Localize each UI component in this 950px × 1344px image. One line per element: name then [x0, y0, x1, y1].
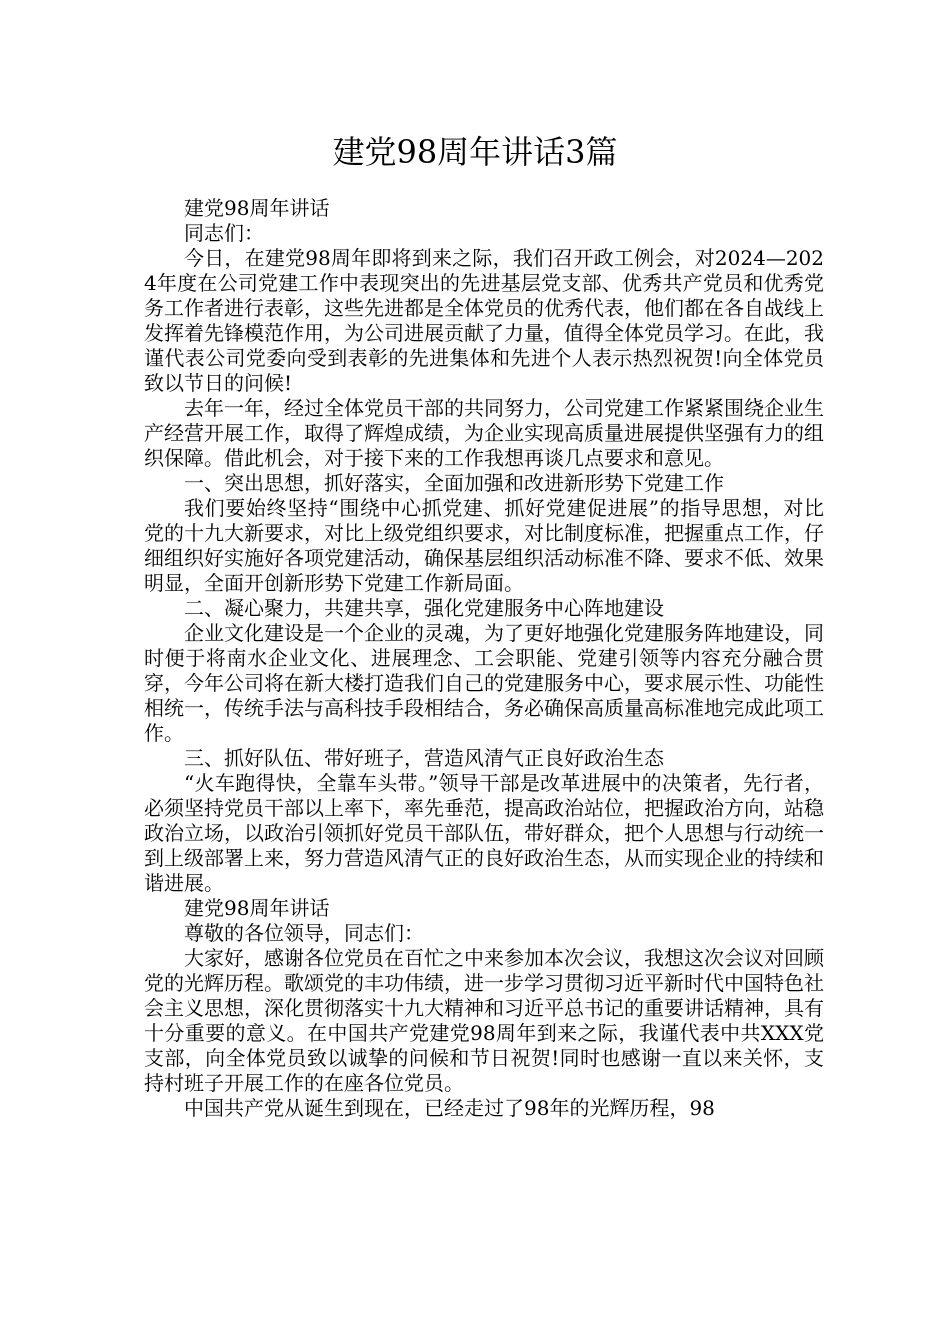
- section-heading-1: 一、突出思想，抓好落实，全面加强和改进新形势下党建工作: [184, 471, 724, 495]
- document-title: 建党98周年讲话3篇: [332, 133, 618, 171]
- salutation-1: 同志们：: [184, 221, 264, 245]
- salutation-2: 尊敬的各位领导，同志们：: [184, 921, 424, 945]
- body-paragraph: 中国共产党从诞生到现在，已经走过了98年的光辉历程，98: [184, 1096, 715, 1120]
- document-body: [144, 196, 824, 1121]
- speech-heading-1: 建党98周年讲话: [184, 196, 330, 220]
- section-heading-2: 二、凝心聚力，共建共享，强化党建服务中心阵地建设: [184, 596, 664, 620]
- body-paragraph: 企业文化建设是一个企业的灵魂，为了更好地强化党建服务阵地建设，同时便于将南水企业文化、进展理念、工会职能、党建引领等内容充分融合贯穿，今年公司将在新大楼打造我们自己的党建服务中心，要求展示性、功能性相统一，传统手法与高科技手段相结合，务必确保高质量高标准地完成此项工作。: [144, 621, 824, 745]
- section-heading-3: 三、抓好队伍、带好班子，营造风清气正良好政治生态: [184, 746, 664, 770]
- body-paragraph: 今日，在建党98周年即将到来之际，我们召开政工例会，对2024—2024年度在公司党建工作中表现突出的先进基层党支部、优秀共产党员和优秀党务工作者进行表彰，这些先进都是全体党员的优秀代表，他们都在各自战线上发挥着先锋模范作用，为公司进展贡献了力量，值得全体党员学习。在此，我谨代表公司党委向受到表彰的先进集体和先进个人表示热烈祝贺!向全体党员致以节日的问候!: [144, 246, 824, 395]
- speech-heading-2: 建党98周年讲话: [184, 896, 330, 920]
- body-paragraph: 我们要始终坚持“围绕中心抓党建、抓好党建促进展”的指导思想，对比党的十九大新要求，对比上级党组织要求，对比制度标准，把握重点工作，仔细组织好实施好各项党建活动，确保基层组织活动标准不降、要求不低、效果明显，全面开创新形势下党建工作新局面。: [144, 496, 824, 595]
- body-paragraph: 大家好，感谢各位党员在百忙之中来参加本次会议，我想这次会议对回顾党的光辉历程。歌颂党的丰功伟绩，进一步学习贯彻习近平新时代中国特色社会主义思想，深化贯彻落实十九大精神和习近平总书记的重要讲话精神，具有十分重要的意义。在中国共产党建党98周年到来之际，我谨代表中共XXX党支部，向全体党员致以诚挚的问候和节日祝贺!同时也感谢一直以来关怀，支持村班子开展工作的在座各位党员。: [144, 946, 824, 1095]
- body-paragraph: 去年一年，经过全体党员干部的共同努力，公司党建工作紧紧围绕企业生产经营开展工作，取得了辉煌成绩，为企业实现高质量进展提供坚强有力的组织保障。借此机会，对于接下来的工作我想再谈几点要求和意见。: [144, 396, 824, 470]
- body-paragraph: “火车跑得快，全靠车头带。”领导干部是改革进展中的决策者，先行者，必须坚持党员干部以上率下，率先垂范，提高政治站位，把握政治方向，站稳政治立场，以政治引领抓好党员干部队伍，带好群众，把个人思想与行动统一到上级部署上来，努力营造风清气正的良好政治生态，从而实现企业的持续和谐进展。: [144, 771, 824, 895]
